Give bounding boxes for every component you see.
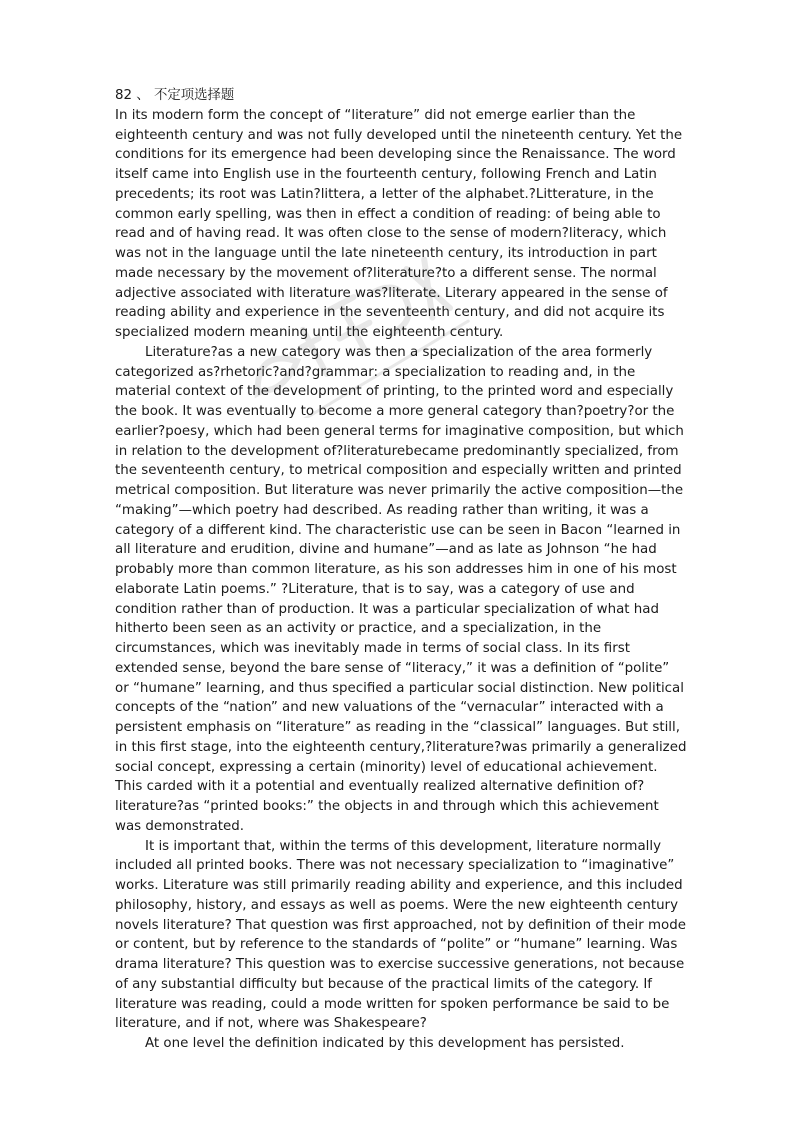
document-page <box>115 86 687 1054</box>
question-heading: 82 、 不定项选择题 <box>115 88 235 103</box>
paragraph: In its modern form the concept of “literature” did not emerge earlier than the eighteenth century and was not fully developed until the nineteenth century. Yet the conditions for its emergence had been developing since the Renaissance. The word itself came into English use in the fourteenth century, following French and Latin precedents; its root was Latin?littera, a letter of the alphabet.?Litterature, in the common early spelling, was then in effect a condition of reading: of being able to read and of having read. It was often close to the sense of modern?literacy, which was not in the language until the late nineteenth century, its introduction in part made necessary by the movement of?literature?to a different sense. The normal adjective associated with literature was?literate. Literary appeared in the sense of reading ability and experience in the seventeenth century, and did not acquire its specialized modern meaning until the eighteenth century. <box>115 107 683 340</box>
paragraph: It is important that, within the terms of this development, literature normally included all printed books. There was not necessary specialization to “imaginative” works. Literature was still primarily reading ability and experience, and this included philosophy, history, and essays as well as poems. Were the new eighteenth century novels literature? That question was first approached, not by definition of their mode or content, but by reference to the standards of “polite” or “humane” learning. Was drama literature? This question was to exercise successive generations, not because of any substantial difficulty but because of the practical limits of the category. If literature was reading, could a mode written for spoken performance be said to be literature, and if not, where was Shakespeare? <box>115 838 686 1032</box>
paragraph: Literature?as a new category was then a specialization of the area formerly categorized as?rhetoric?and?grammar: a specialization to reading and, in the material context of the development of printing, to the printed word and especially the book. It was eventually to become a more general category than?poetry?or the earlier?poesy, which had been general terms for imaginative composition, but which in relation to the development of?literaturebecame predominantly specialized, from the seventeenth century, to metrical composition and especially written and printed metrical composition. But literature was never primarily the active composition—the “making”—which poetry had described. As reading rather than writing, it was a category of a different kind. The characteristic use can be seen in Bacon “learned in all literature and erudition, divine and humane”—and as late as Johnson “he had probably more than common literature, as his son addresses him in one of his most elaborate Latin poems.” ?Literature, that is to say, was a category of use and condition rather than of production. It was a particular specialization of what had hitherto been seen as an activity or practice, and a specialization, in the circumstances, which was inevitably made in terms of social class. In its first extended sense, beyond the bare sense of “literacy,” it was a definition of “polite” or “humane” learning, and thus specified a particular social distinction. New political concepts of the “nation” and new valuations of the “vernacular” interacted with a persistent emphasis on “literature” as reading in the “classical” languages. But still, in this first stage, into the eighteenth century,?literature?was primarily a generalized social concept, expressing a certain (minority) level of educational achievement. This carded with it a potential and eventually realized alternative definition of?literature?as “printed books:” the objects in and through which this achievement was demonstrated. <box>115 344 687 834</box>
paragraph: At one level the definition indicated by this development has persisted. <box>145 1036 625 1051</box>
